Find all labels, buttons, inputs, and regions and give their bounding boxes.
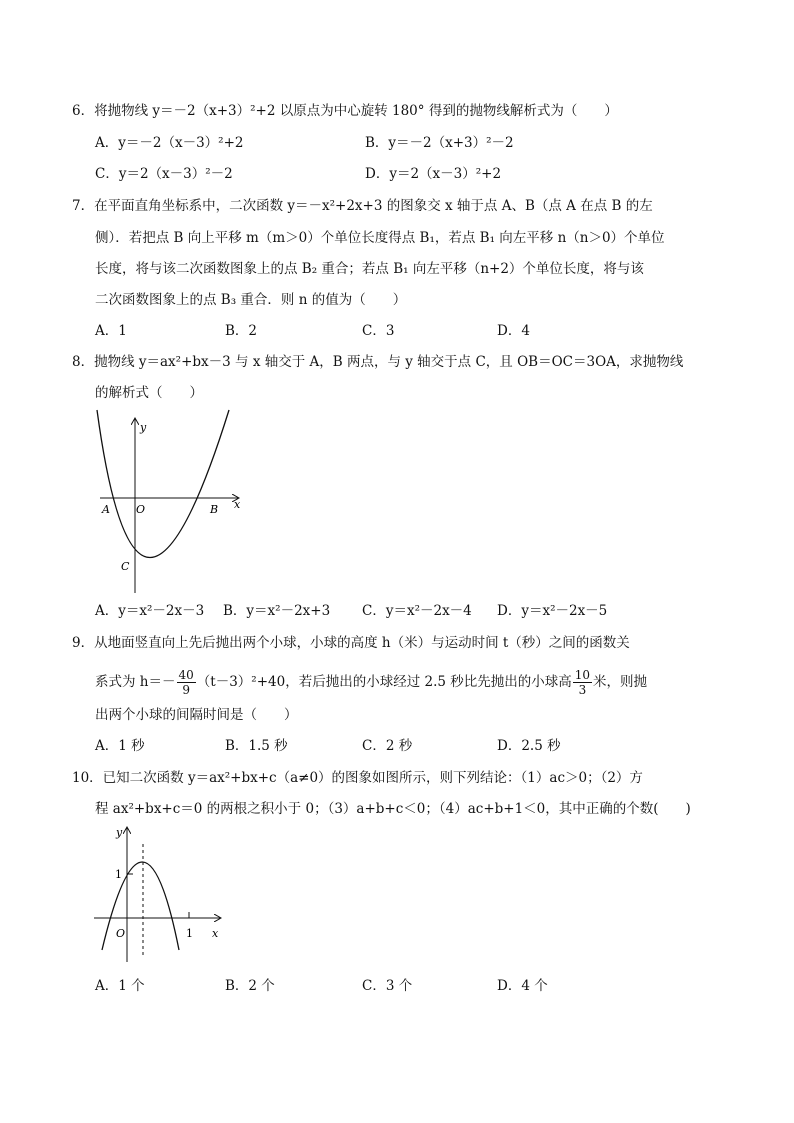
q10-parabola-curve	[102, 862, 179, 950]
q7-line3: 长度，将与该二次函数图象上的点 B₂ 重合；若点 B₁ 向左平移（n+2）个单位长度，将与该	[95, 261, 644, 277]
q6-option-a: A．y＝－2（x－3）²+2	[95, 135, 244, 151]
q9-option-c: C．2 秒	[362, 738, 413, 754]
q10-parabola-figure	[92, 822, 227, 972]
q10-line2: 程 ax²+bx+c＝0 的两根之积小于 0；（3）a+b+c＜0；（4）ac+b+1＜0，其中正确的个数( )	[95, 801, 691, 817]
q6-stem: 6．将抛物线 y＝－2（x+3）²+2 以原点为中心旋转 180° 得到的抛物线解析式为（ ）	[72, 103, 618, 119]
q8-option-a: A．y＝x²－2x－3	[95, 603, 205, 619]
q9-line1: 9．从地面竖直向上先后抛出两个小球，小球的高度 h（米）与运动时间 t（秒）之间的函数关	[72, 635, 630, 651]
q8-option-c: C．y＝x²－2x－4	[362, 603, 472, 619]
q8-label-a: A	[102, 503, 110, 516]
q6-option-b: B．y＝－2（x+3）²－2	[365, 135, 514, 151]
q7-option-c: C．3	[362, 323, 395, 339]
q9-option-d: D．2.5 秒	[497, 738, 561, 754]
q8-label-x: x	[234, 498, 241, 511]
q7-option-d: D．4	[497, 323, 530, 339]
q9-fraction-40-9	[177, 668, 196, 697]
q8-line2: 的解析式（ ）	[95, 385, 203, 401]
q9-frac2-num: 10	[574, 668, 591, 682]
q10-option-b: B．2 个	[225, 978, 275, 994]
q10-label-x: x	[212, 927, 219, 940]
q8-label-c: C	[121, 560, 130, 573]
q8-option-b: B．y＝x²－2x+3	[223, 603, 331, 619]
q10-option-d: D．4 个	[497, 978, 548, 994]
q6-option-d: D．y＝2（x－3）²+2	[365, 166, 502, 182]
q8-line1: 8．抛物线 y＝ax²+bx－3 与 x 轴交于 A，B 两点，与 y 轴交于点 C，且 OB＝OC＝3OA，求抛物线	[72, 354, 684, 370]
q9-frac2-den: 3	[578, 683, 587, 697]
q7-option-b: B．2	[225, 323, 258, 339]
q10-option-a: A．1 个	[95, 978, 145, 994]
q9-fraction-10-3	[573, 668, 592, 697]
q9-line2-pre: 系式为 h＝－	[95, 674, 176, 690]
q7-line2: 侧）．若把点 B 向上平移 m（m＞0）个单位长度得点 B₁，若点 B₁ 向左平移 n（n＞0）个单位	[95, 230, 665, 246]
q10-label-1-x: 1	[186, 927, 193, 940]
q8-parabola-figure	[92, 405, 247, 595]
q8-label-b: B	[210, 503, 219, 516]
q10-label-1-y: 1	[115, 868, 122, 881]
q6-option-c: C．y＝2（x－3）²－2	[95, 166, 233, 182]
q9-option-a: A．1 秒	[95, 738, 145, 754]
q9-line2-post: 米，则抛	[593, 674, 648, 690]
q10-option-c: C．3 个	[362, 978, 413, 994]
q10-label-o: O	[116, 927, 126, 940]
q8-label-y: y	[140, 421, 147, 434]
q9-frac1-den: 9	[182, 683, 190, 697]
q9-frac1-num: 40	[178, 668, 194, 682]
q8-label-o: O	[136, 503, 146, 516]
q7-option-a: A．1	[95, 323, 127, 339]
q9-option-b: B．1.5 秒	[225, 738, 288, 754]
q7-line4: 二次函数图象上的点 B₃ 重合．则 n 的值为（ ）	[95, 292, 407, 308]
q8-parabola-curve	[97, 410, 229, 558]
q9-line2-mid: （t－3）²+40，若后抛出的小球经过 2.5 秒比先抛出的小球高	[196, 674, 572, 690]
q9-line3: 出两个小球的间隔时间是（ ）	[95, 707, 298, 723]
q9-line2	[95, 668, 647, 697]
q10-line1: 10．已知二次函数 y＝ax²+bx+c（a≠0）的图象如图所示，则下列结论：（1）ac＞0；（2）方	[72, 770, 643, 786]
q8-option-d: D．y＝x²－2x－5	[497, 603, 608, 619]
q10-label-y: y	[116, 826, 123, 839]
q7-line1: 7．在平面直角坐标系中，二次函数 y＝－x²+2x+3 的图象交 x 轴于点 A、B（点 A 在点 B 的左	[72, 198, 653, 214]
